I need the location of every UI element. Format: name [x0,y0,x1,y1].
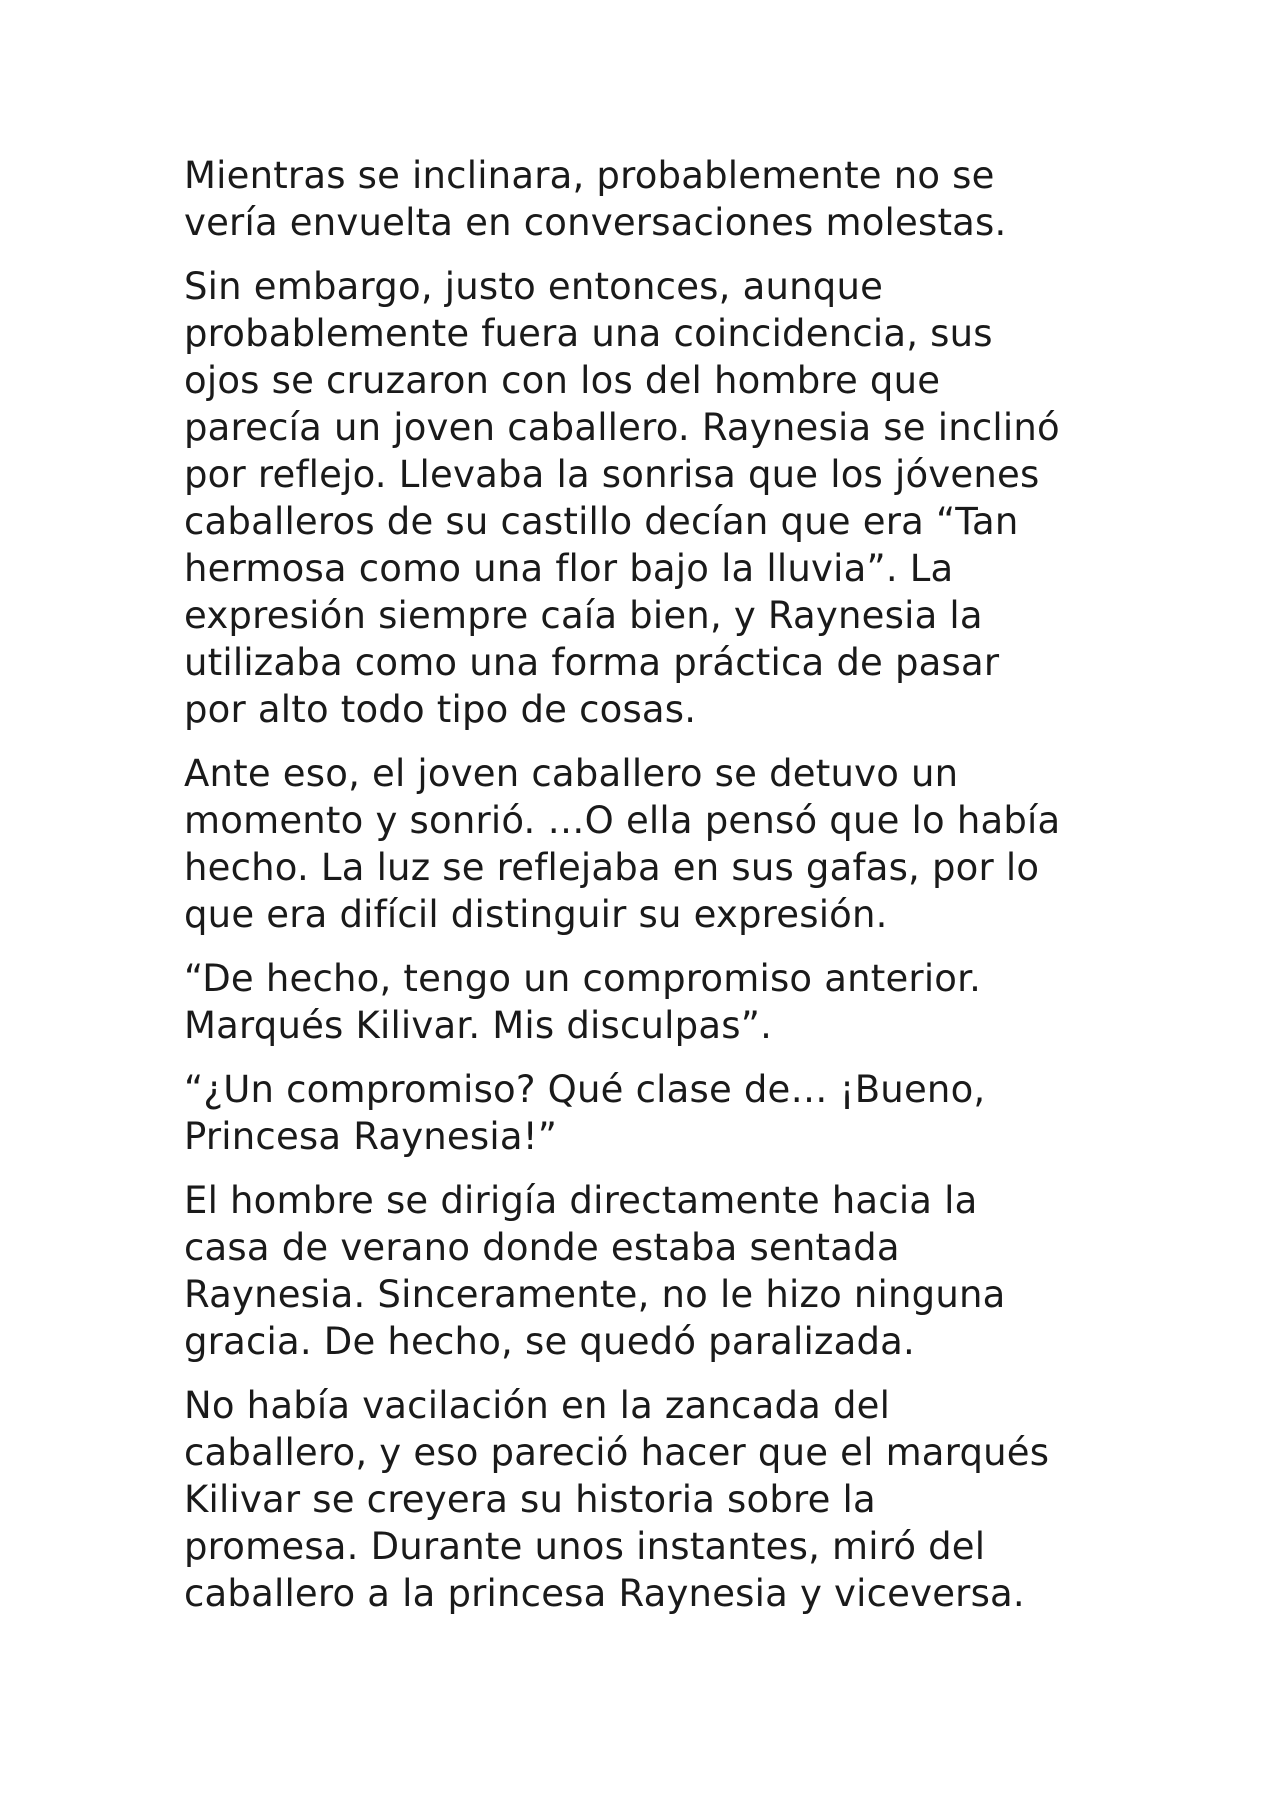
paragraph-6: El hombre se dirigía directamente hacia la casa de verano donde estaba sentada Raynesia. Sinceramente, no le hizo ninguna gracia. De hecho, se quedó paralizada. [184,1179,1006,1363]
paragraph-2: Sin embargo, justo entonces, aunque probablemente fuera una coincidencia, sus ojos se cruzaron con los del hombre que parecía un joven caballero. Raynesia se inclinó por reflejo. Llevaba la sonrisa que los jóvenes caballeros de su castillo decían que era “Tan hermosa como una flor bajo la lluvia”. La expresión siempre caía bien, y Raynesia la utilizaba como una forma práctica de pasar por alto todo tipo de cosas. [184,265,1060,731]
paragraph-7: No había vacilación en la zancada del caballero, y eso pareció hacer que el marqués Kilivar se creyera su historia sobre la promesa. Durante unos instantes, miró del caballero a la princesa Raynesia y viceversa. [184,1384,1050,1615]
paragraph-1: Mientras se inclinara, probablemente no se vería envuelta en conversaciones molestas. [184,154,1007,244]
paragraph-3: Ante eso, el joven caballero se detuvo un momento y sonrió. …O ella pensó que lo había hecho. La luz se reflejaba en sus gafas, por lo que era difícil distinguir su expresión. [184,752,1061,936]
document-body [184,152,1124,1634]
paragraph-4: “De hecho, tengo un compromiso anterior. Marqués Kilivar. Mis disculpas”. [184,957,982,1047]
paragraph-5: “¿Un compromiso? Qué clase de… ¡Bueno, Princesa Raynesia!” [184,1068,986,1158]
